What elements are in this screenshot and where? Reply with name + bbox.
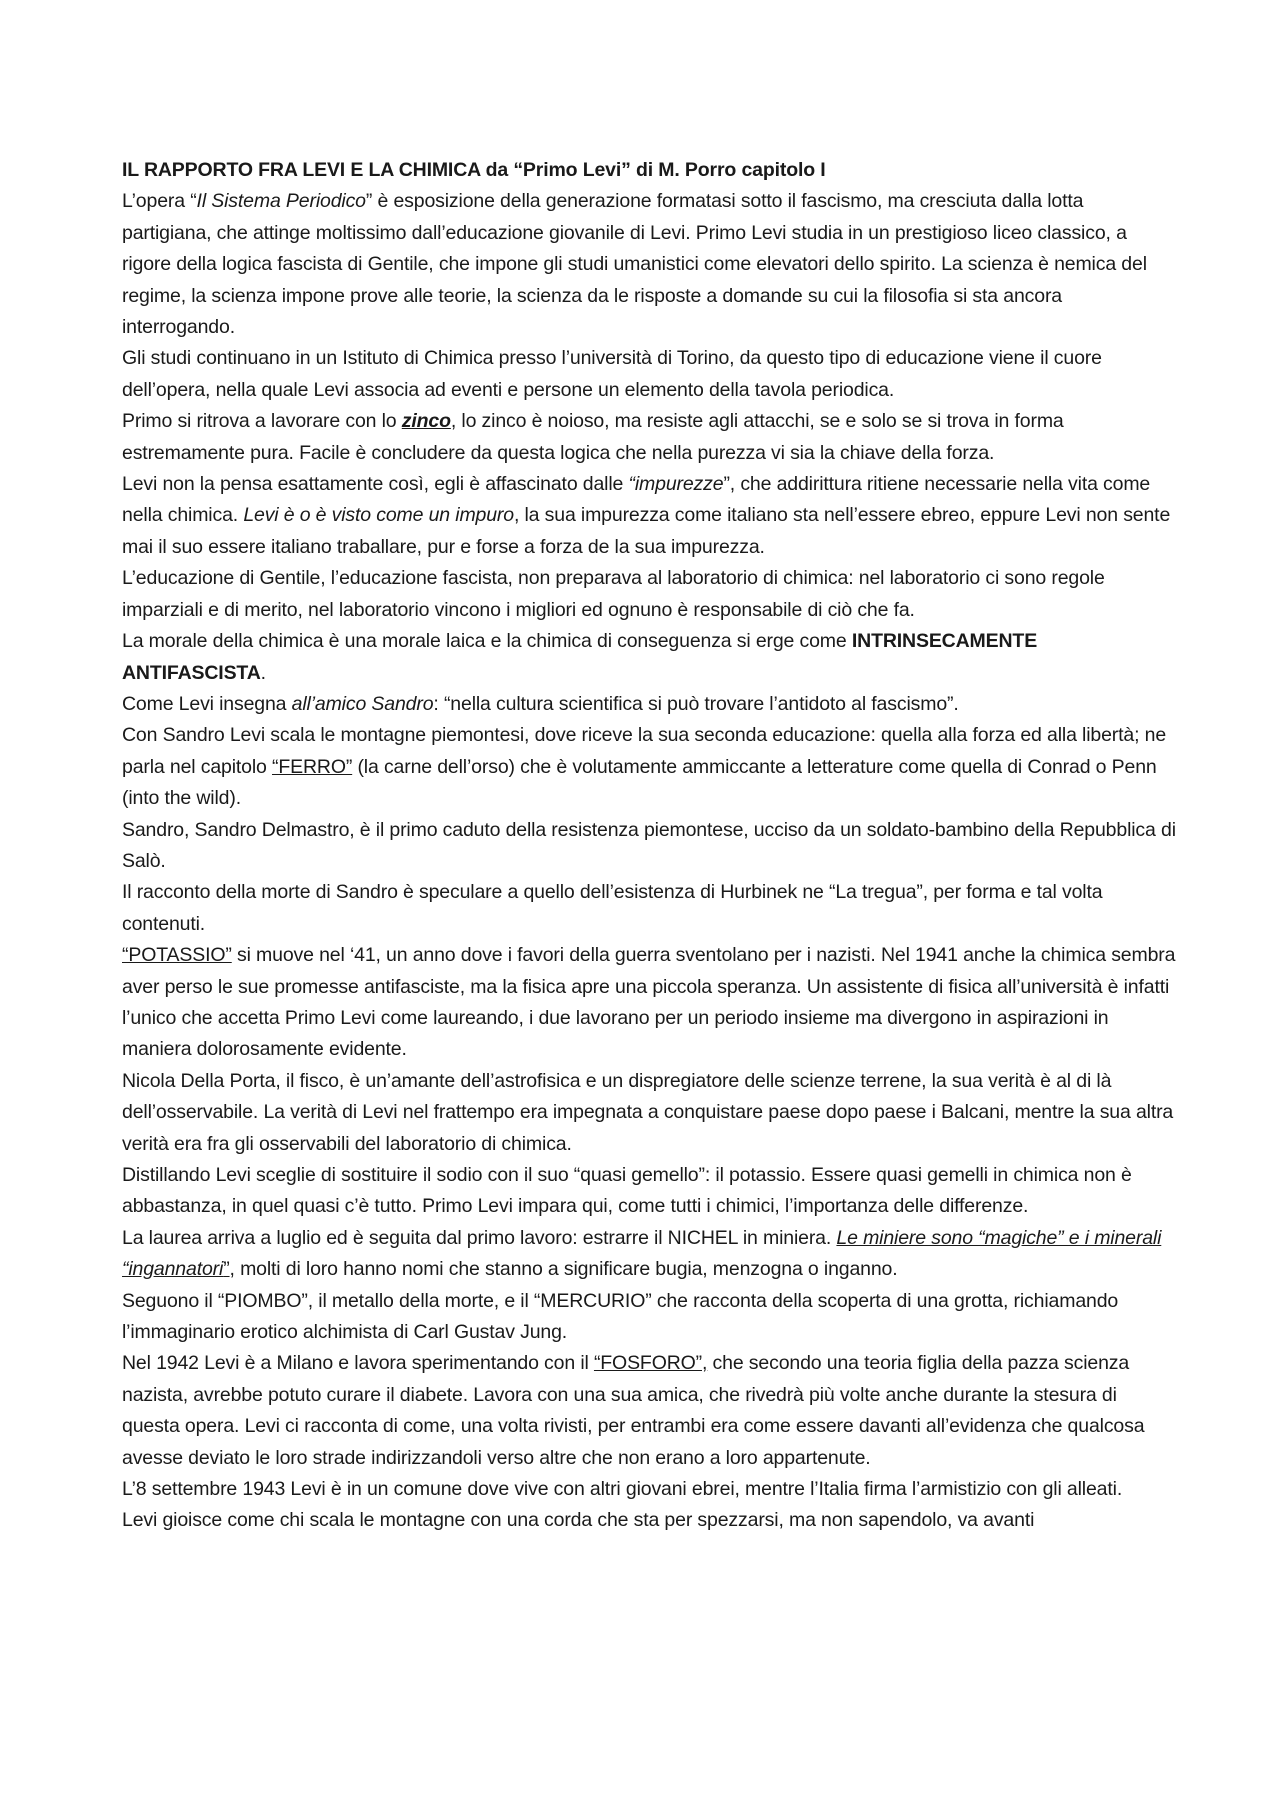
paragraph-7 <box>122 689 1176 720</box>
paragraph-13: Distillando Levi sceglie di sostituire il sodio con il suo “quasi gemello”: il potassio. Essere quasi gemelli in chimica non è abbastanza, in quel quasi c’è tutto. Primo Levi impara qui, come tutti i chimici, l’importanza delle differenze. <box>122 1164 1132 1218</box>
paragraph-10: Il racconto della morte di Sandro è speculare a quello dell’esistenza di Hurbinek ne “La tregua”, per forma e tal volta contenuti. <box>122 881 1103 935</box>
p1-text-a: L’opera “ <box>122 190 197 213</box>
paragraph-6 <box>122 626 1176 689</box>
p8-ferro: “FERRO” <box>272 755 353 778</box>
p6-antifascista: INTRINSECAMENTE ANTIFASCISTA <box>122 630 1038 684</box>
paragraph-18: Levi gioisce come chi scala le montagne con una corda che sta per spezzarsi, ma non sapendolo, va avanti <box>122 1509 1035 1532</box>
paragraph-8 <box>122 720 1176 814</box>
paragraph-9: Sandro, Sandro Delmastro, è il primo caduto della resistenza piemontese, ucciso da un soldato-bambino della Repubblica di Salò. <box>122 818 1176 872</box>
p4-impuro: Levi è o è visto come un impuro <box>243 504 514 527</box>
p6-text-c: . <box>260 661 266 684</box>
p1-book-title: Il Sistema Periodico <box>196 190 366 213</box>
paragraph-4 <box>122 469 1176 563</box>
p8-text-c: (la carne dell’orso) che è volutamente ammiccante a letterature come quella di Conrad o Penn (into the wild). <box>122 755 1157 810</box>
paragraph-15: Seguono il “PIOMBO”, il metallo della morte, e il “MERCURIO” che racconta della scoperta di una grotta, richiamando l’immaginario erotico alchimista di Carl Gustav Jung. <box>122 1289 1119 1344</box>
p6-text-a: La morale della chimica è una morale laica e la chimica di conseguenza si erge come <box>122 630 852 653</box>
document-body <box>122 155 1176 1537</box>
p4-text-c: ”, che addirittura ritiene necessarie nella vita come nella chimica. <box>122 473 1151 527</box>
p3-text-a: Primo si ritrova a lavorare con lo <box>122 410 402 433</box>
p11-potassio: “POTASSIO” <box>122 944 232 967</box>
document-title: IL RAPPORTO FRA LEVI E LA CHIMICA da “Primo Levi” di M. Porro capitolo I <box>122 159 826 181</box>
p16-fosforo: “FOSFORO”, <box>593 1352 708 1375</box>
paragraph-14 <box>122 1223 1176 1286</box>
paragraph-3 <box>122 406 1176 469</box>
p4-text-e: , la sua impurezza come italiano sta nell’essere ebreo, eppure Levi non sente mai il suo essere italiano traballare, pur e forse a forza de la sua impurezza. <box>122 504 1171 558</box>
p8-text-a: Con Sandro Levi scala le montagne piemontesi, dove riceve la sua seconda educazione: quella alla forza ed alla libertà; ne parla nel capitolo <box>122 724 1167 778</box>
p14-text-d: , molti di loro hanno nomi che stanno a significare bugia, menzogna o inganno. <box>229 1258 898 1281</box>
paragraph-12: Nicola Della Porta, il fisco, è un’amante dell’astrofisica e un dispregiatore delle scienze terrene, la sua verità è al di là dell’osservabile. La verità di Levi nel frattempo era impegnata a conquistare paese dopo paese i Balcani, mentre la sua altra verità era fra gli osservabili del laboratorio di chimica. <box>122 1069 1174 1155</box>
paragraph-17: L’8 settembre 1943 Levi è in un comune dove vive con altri giovani ebrei, mentre l’Italia firma l’armistizio con gli alleati. <box>122 1478 1123 1501</box>
p3-zinco: zinco <box>401 410 451 433</box>
p4-text-a: Levi non la pensa esattamente così, egli è affascinato dalle <box>122 473 629 496</box>
p3-text-c: , lo zinco è noioso, ma resiste agli attacchi, se e solo se si trova in forma estremamente pura. Facile è concludere da questa logica che nella purezza vi sia la chiave della forza. <box>122 410 1064 464</box>
p1-text-c: ” è esposizione della generazione formatasi sotto il fascismo, ma cresciuta dalla lotta partigiana, che attinge moltissimo dall’educazione giovanile di Levi. Primo Levi studia in un prestigioso liceo classico, a rigore della logica fascista di Gentile, che impone gli studi umanistici come elevatori dello spirito. La scienza è nemica del regime, la scienza impone prove alle teorie, la scienza da le risposte a domande su cui la filosofia si sta ancora interrogando. <box>122 190 1147 339</box>
p14-text-a: La laurea arriva a luglio ed è seguita dal primo lavoro: estrarre il NICHEL in miniera. <box>122 1226 837 1249</box>
p4-impurezze: “impurezze <box>628 473 724 496</box>
p7-sandro: all’amico Sandro <box>291 692 434 715</box>
p14-miniere: Le miniere sono “magiche” e i minerali “ingannatori <box>122 1226 1162 1281</box>
paragraph-11 <box>122 940 1176 1066</box>
paragraph-2: Gli studi continuano in un Istituto di Chimica presso l’università di Torino, da questo tipo di educazione viene il cuore dell’opera, nella quale Levi associa ad eventi e persone un elemento della tavola periodica. <box>122 347 1102 401</box>
p11-text-b: si muove nel ‘41, un anno dove i favori della guerra sventolano per i nazisti. Nel 1941 anche la chimica sembra aver perso le sue promesse antifasciste, ma la fisica apre una piccola speranza. Un assistente di fisica all’università è infatti l’unico che accetta Primo Levi come laureando, i due lavorano per un periodo insieme ma divergono in aspirazioni in maniera dolorosamente evidente. <box>122 944 1176 1061</box>
p7-text-a: Come Levi insegna <box>122 692 292 715</box>
p14-close-quote: ” <box>223 1258 230 1281</box>
p16-text-c: che secondo una teoria figlia della pazza scienza nazista, avrebbe potuto curare il diabete. Lavora con una sua amica, che rivedrà più volte anche durante la stesura di questa opera. Levi ci racconta di come, una volta rivisti, per entrambi era come essere davanti all’evidenza che qualcosa avesse deviato le loro strade indirizzandoli verso altre che non erano a loro appartenute. <box>122 1352 1145 1469</box>
p16-text-a: Nel 1942 Levi è a Milano e lavora sperimentando con il <box>122 1352 594 1375</box>
paragraph-16 <box>122 1348 1176 1474</box>
paragraph-5: L’educazione di Gentile, l’educazione fascista, non preparava al laboratorio di chimica: nel laboratorio ci sono regole imparziali e di merito, nel laboratorio vincono i migliori ed ognuno è responsabile di ciò che fa. <box>122 567 1105 621</box>
p7-text-c: : “nella cultura scientifica si può trovare l’antidoto al fascismo”. <box>433 692 959 715</box>
paragraph-1 <box>122 186 1176 343</box>
